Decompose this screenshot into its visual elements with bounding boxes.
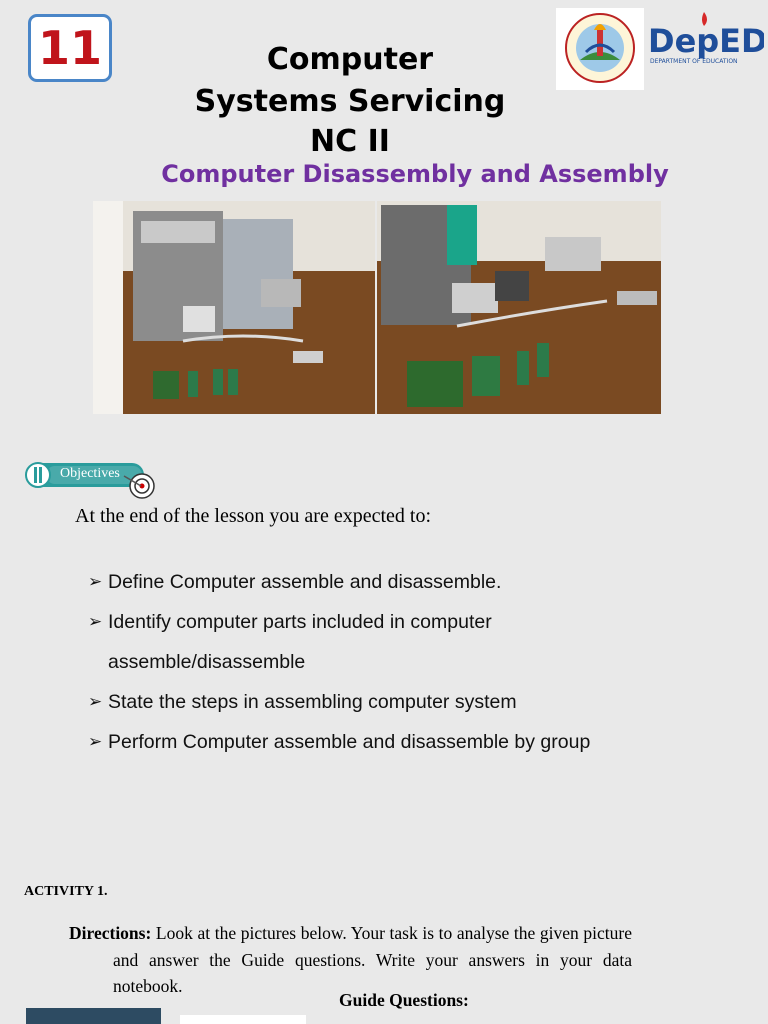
disassembled-computer-photo-2 — [377, 201, 661, 414]
guide-questions-heading: Guide Questions: — [339, 990, 469, 1010]
arrow-bullet-icon: ➢ — [88, 692, 103, 711]
page-subtitle: Computer Disassembly and Assembly — [161, 160, 669, 188]
title-line-2: Systems Servicing — [194, 84, 506, 119]
activity-heading: ACTIVITY 1. — [24, 884, 108, 899]
title-line-1: Computer — [266, 42, 434, 77]
svg-text:DEPARTMENT OF EDUCATION: DEPARTMENT OF EDUCATION — [650, 58, 738, 65]
activity-picture-1 — [26, 1008, 161, 1024]
objectives-banner — [24, 458, 159, 500]
directions-text: Look at the pictures below. Your task is to analyse the given picture and answer the Guide questions. Write your answers in your data notebook. — [113, 923, 633, 996]
list-item — [88, 562, 590, 602]
objective-text: Define Computer assemble and disassemble. — [108, 571, 502, 593]
grade-badge: 11 — [28, 14, 112, 82]
arrow-bullet-icon: ➢ — [88, 612, 103, 631]
objectives-banner-label: Objectives — [60, 466, 120, 481]
activity-picture-2 — [180, 1015, 306, 1024]
disassembled-computer-photo-1 — [93, 201, 375, 414]
title-line-3: NC II — [310, 124, 390, 159]
directions-label: Directions: — [69, 923, 152, 943]
list-item — [88, 722, 590, 762]
objectives-list — [88, 562, 590, 762]
objective-text-continuation: assemble/disassemble — [108, 651, 306, 673]
arrow-bullet-icon: ➢ — [88, 732, 103, 751]
deped-logo — [646, 10, 764, 80]
deped-seal-logo — [556, 8, 644, 90]
objective-text: Identify computer parts included in computer — [108, 611, 492, 633]
activity-directions — [69, 920, 632, 1000]
arrow-bullet-icon: ➢ — [88, 572, 103, 591]
list-item — [88, 602, 590, 682]
list-item — [88, 682, 590, 722]
objective-text: State the steps in assembling computer system — [108, 691, 517, 713]
objective-text: Perform Computer assemble and disassemble by group — [108, 731, 591, 753]
objectives-intro: At the end of the lesson you are expected to: — [75, 505, 431, 527]
svg-text:DepED: DepED — [648, 22, 764, 60]
